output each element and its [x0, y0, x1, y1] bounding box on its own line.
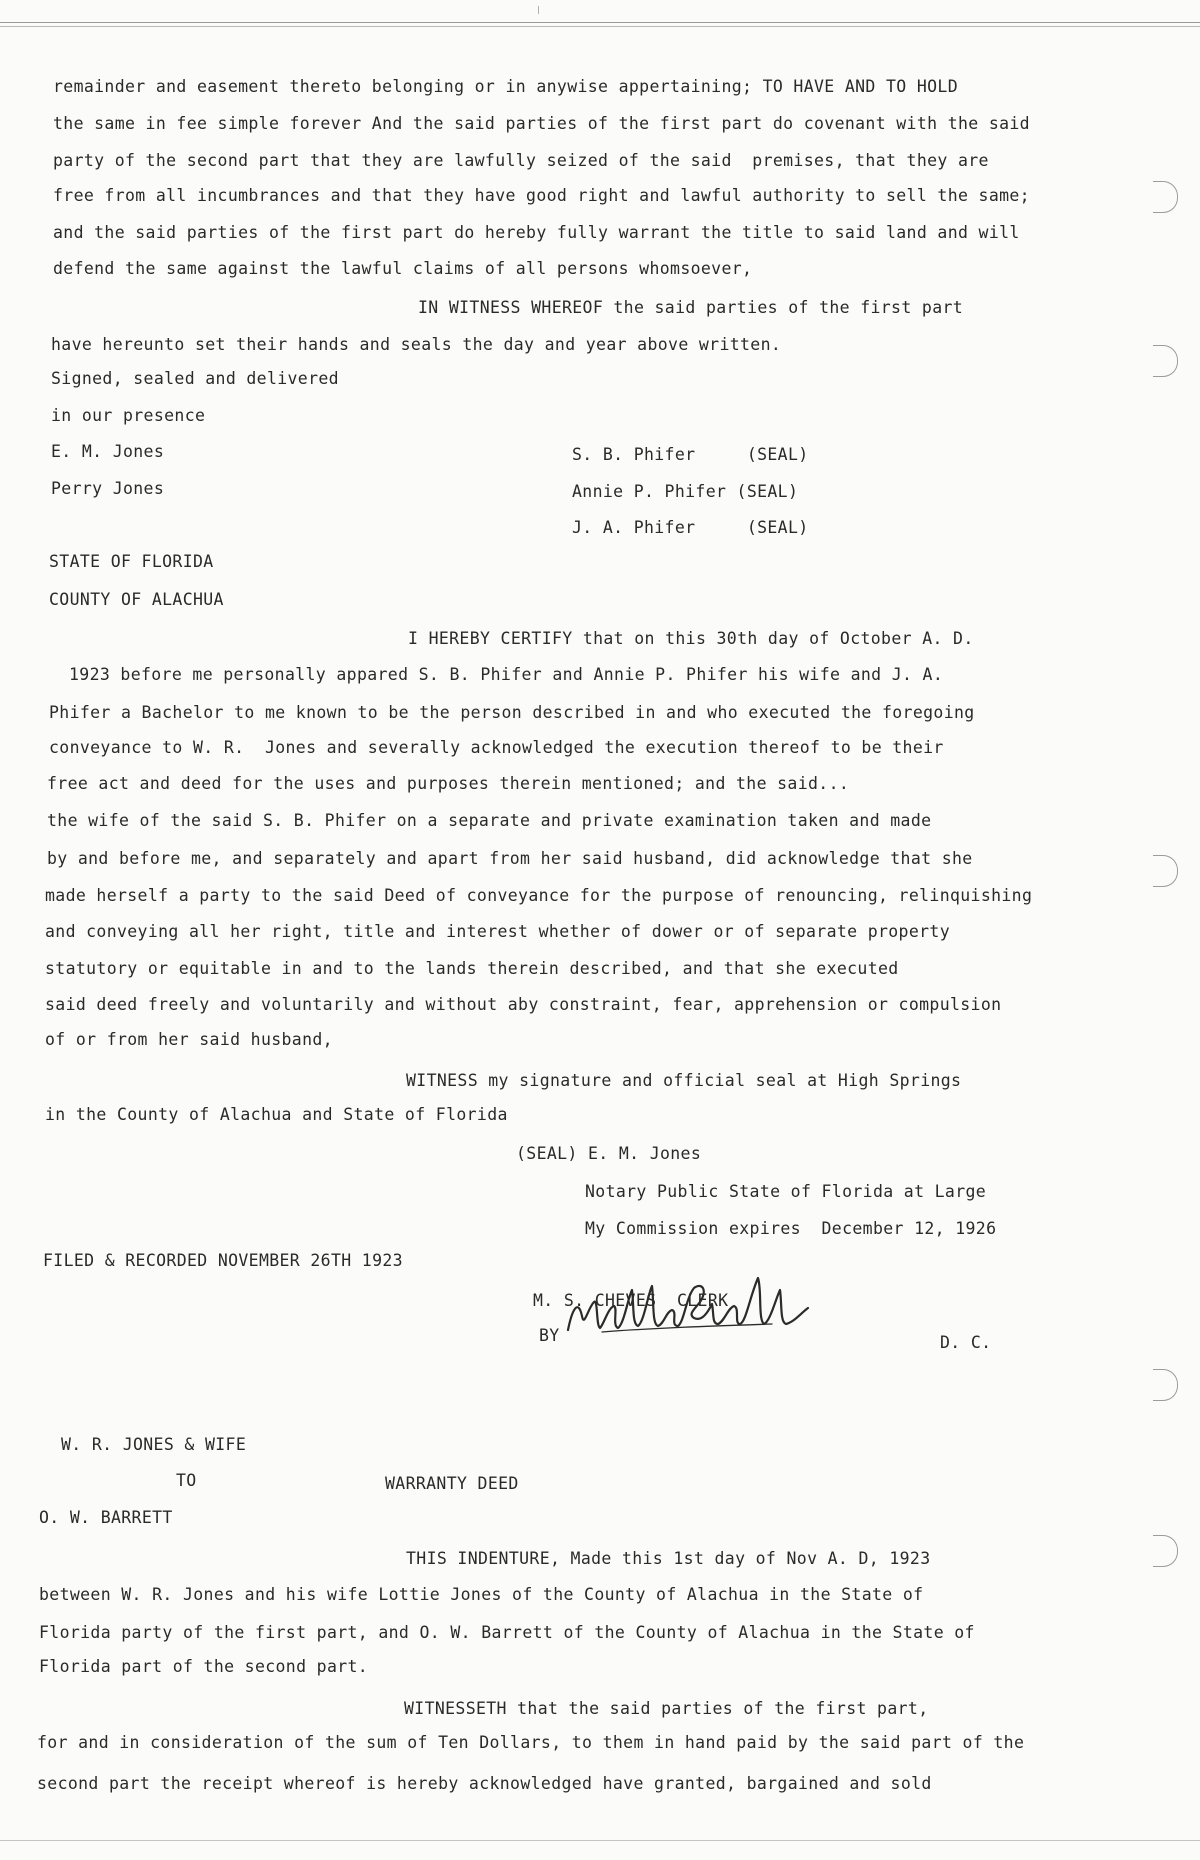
- deed1-line-5: and the said parties of the first part do hereby fully warrant the title to said land and will: [53, 223, 1020, 242]
- ack-line-4: conveyance to W. R. Jones and severally acknowledged the execution thereof to be their: [49, 738, 944, 757]
- binder-hole-5: [1153, 1535, 1178, 1567]
- deed2-line-4: Florida part of the second part.: [39, 1657, 369, 1676]
- ack-line-3: Phifer a Bachelor to me known to be the person described in and who executed the foregoing: [49, 703, 975, 722]
- ack-line-11: said deed freely and voluntarily and without aby constraint, fear, apprehension or compulsion: [45, 995, 1002, 1014]
- ack-line-2: 1923 before me personally appared S. B. Phifer and Annie P. Phifer his wife and J. A.: [69, 665, 944, 684]
- deputy-signature: [562, 1268, 824, 1348]
- top-rule: [0, 22, 1200, 23]
- deed1-line-2: the same in fee simple forever And the said parties of the first part do covenant with the said: [53, 114, 1030, 133]
- deed2-line-1: THIS INDENTURE, Made this 1st day of Nov A. D, 1923: [406, 1549, 931, 1568]
- ack-line-6: the wife of the said S. B. Phifer on a separate and private examination taken and made: [47, 811, 932, 830]
- by-label: BY: [539, 1326, 560, 1345]
- top-rule-inner: [0, 26, 1200, 27]
- presence-line: in our presence: [51, 406, 206, 425]
- deed1-line-1: remainder and easement thereto belonging or in anywise appertaining; TO HAVE AND TO HOLD: [53, 77, 958, 96]
- signer-3: J. A. Phifer (SEAL): [572, 518, 809, 537]
- signed-sealed-line: Signed, sealed and delivered: [51, 369, 339, 388]
- state-heading: STATE OF FLORIDA: [49, 552, 214, 571]
- notary-commission: My Commission expires December 12, 1926: [585, 1219, 997, 1238]
- ack-county-line: in the County of Alachua and State of Florida: [45, 1105, 508, 1124]
- ack-witness-line: WITNESS my signature and official seal at High Springs: [406, 1071, 962, 1090]
- notary-title: Notary Public State of Florida at Large: [585, 1182, 987, 1201]
- deed2-line-6: for and in consideration of the sum of Ten Dollars, to them in hand paid by the said part of the: [37, 1733, 1025, 1752]
- deed1-line-6: defend the same against the lawful claims of all persons whomsoever,: [53, 259, 753, 278]
- ack-line-1: I HEREBY CERTIFY that on this 30th day of October A. D.: [408, 629, 974, 648]
- ack-line-10: statutory or equitable in and to the lands therein described, and that she executed: [45, 959, 899, 978]
- witness-name-2: Perry Jones: [51, 479, 165, 498]
- binder-hole-2: [1153, 345, 1178, 377]
- binder-hole-3: [1153, 855, 1178, 887]
- ack-line-5: free act and deed for the uses and purposes therein mentioned; and the said...: [47, 774, 850, 793]
- witness-name-1: E. M. Jones: [51, 442, 165, 461]
- deed2-line-5: WITNESSETH that the said parties of the first part,: [404, 1699, 929, 1718]
- filed-recorded: FILED & RECORDED NOVEMBER 26TH 1923: [43, 1251, 403, 1270]
- binder-hole-4: [1153, 1369, 1178, 1401]
- clerk-name: M. S. CHEVES CLERK: [533, 1291, 729, 1310]
- top-tick-mark: [538, 6, 539, 14]
- deed2-type: WARRANTY DEED: [385, 1474, 519, 1493]
- deed1-witness-clause: IN WITNESS WHEREOF the said parties of the first part: [418, 298, 964, 317]
- deed2-grantor: W. R. JONES & WIFE: [61, 1435, 247, 1454]
- deed2-line-3: Florida party of the first part, and O. W. Barrett of the County of Alachua in the State of: [39, 1623, 975, 1642]
- deed1-line-8: have hereunto set their hands and seals the day and year above written.: [51, 335, 782, 354]
- deed2-to: TO: [176, 1471, 197, 1490]
- bottom-rule: [0, 1840, 1200, 1841]
- ack-line-9: and conveying all her right, title and interest whether of dower or of separate property: [45, 922, 950, 941]
- ack-line-7: by and before me, and separately and apart from her said husband, did acknowledge that she: [47, 849, 973, 868]
- binder-hole-1: [1153, 181, 1178, 213]
- county-heading: COUNTY OF ALACHUA: [49, 590, 224, 609]
- deed1-line-3: party of the second part that they are lawfully seized of the said premises, that they are: [53, 151, 989, 170]
- ack-line-12: of or from her said husband,: [45, 1030, 333, 1049]
- ack-line-8: made herself a party to the said Deed of conveyance for the purpose of renouncing, relinquishing: [45, 886, 1033, 905]
- deed1-line-4: free from all incumbrances and that they have good right and lawful authority to sell the same;: [53, 186, 1030, 205]
- signer-2: Annie P. Phifer (SEAL): [572, 482, 799, 501]
- deed2-line-7: second part the receipt whereof is hereby acknowledged have granted, bargained and sold: [37, 1774, 932, 1793]
- deed2-grantee: O. W. BARRETT: [39, 1508, 173, 1527]
- deed2-line-2: between W. R. Jones and his wife Lottie Jones of the County of Alachua in the State of: [39, 1585, 924, 1604]
- deputy-clerk: D. C.: [940, 1333, 992, 1352]
- signer-1: S. B. Phifer (SEAL): [572, 445, 809, 464]
- notary-seal-name: (SEAL) E. M. Jones: [516, 1144, 702, 1163]
